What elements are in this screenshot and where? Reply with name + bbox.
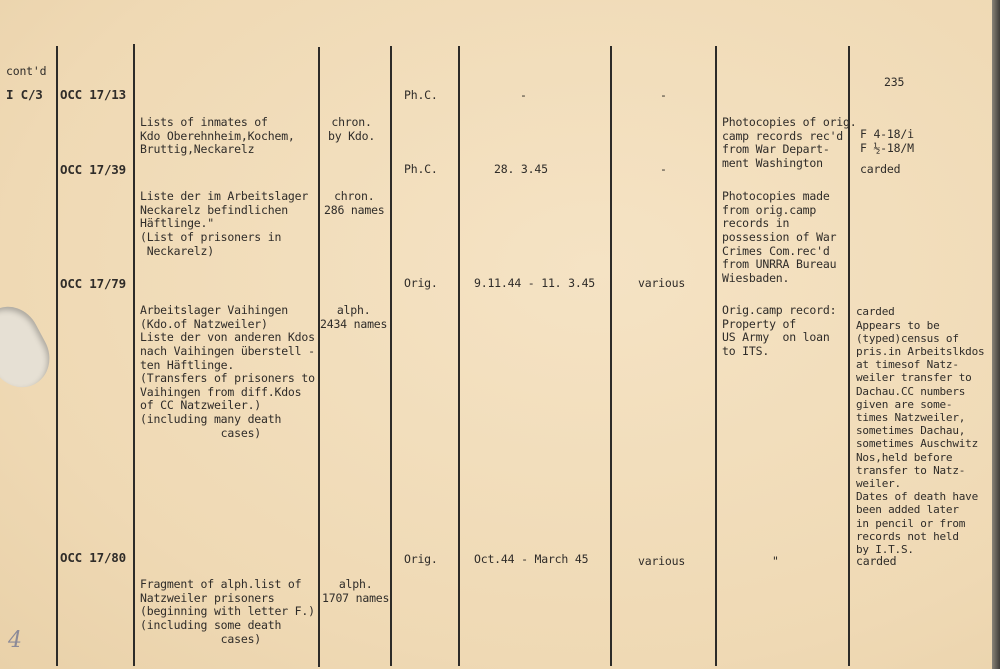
row-remarks: carded — [860, 162, 901, 176]
row-form: Ph.C. — [404, 88, 438, 102]
row-description: Arbeitslager Vaihingen (Kdo.of Natzweiler) Liste der von anderen Kdos nach Vaihingen überstell - ten Häftlinge. (Transfers of prisoners to Vaihingen from diff.Kdos of CC Natzweiler.) (including many death cases) — [140, 303, 315, 440]
column-rule — [133, 44, 135, 666]
page-number: 235 — [884, 75, 905, 89]
row-period: Oct.44 - March 45 — [474, 552, 589, 566]
row-arrangement: alph. 1707 names — [322, 577, 390, 605]
row-arrangement: chron. by Kdo. — [328, 115, 376, 143]
row-ref: OCC 17/39 — [60, 162, 126, 177]
punch-hole — [0, 296, 60, 397]
column-rule — [458, 46, 460, 666]
row-count: - — [660, 162, 667, 176]
contd-label: cont'd — [6, 64, 47, 78]
row-ref: OCC 17/80 — [60, 550, 126, 565]
row-form: Ph.C. — [404, 162, 438, 176]
row-provenance: " — [772, 554, 779, 568]
row-count: - — [660, 88, 667, 102]
row-remarks: carded — [856, 554, 897, 568]
row-count: various — [638, 554, 686, 568]
row-remarks: F 4-18/i F ½-18/M — [860, 127, 914, 155]
row-provenance: Photocopies of orig. camp records rec'd from War Depart- ment Washington — [722, 115, 857, 170]
row-description: Liste der im Arbeitslager Neckarelz befindlichen Häftlinge." (List of prisoners in Neckarelz) — [140, 189, 309, 258]
section-label: I C/3 — [6, 87, 43, 102]
column-rule — [390, 46, 392, 666]
row-period: 9.11.44 - 11. 3.45 — [474, 276, 596, 290]
row-ref: OCC 17/79 — [60, 276, 126, 291]
row-count: various — [638, 276, 686, 290]
row-ref: OCC 17/13 — [60, 87, 126, 102]
row-period: 28. 3.45 — [494, 162, 548, 176]
row-provenance: Photocopies made from orig.camp records in possession of War Crimes Com.rec'd from UNRRA Bureau Wiesbaden. — [722, 189, 837, 285]
row-arrangement: alph. 2434 names — [320, 303, 388, 331]
row-form: Orig. — [404, 552, 438, 566]
column-rule — [715, 46, 717, 666]
row-remarks: carded Appears to be (typed)census of pris.in Arbeitslkdos at timesof Natz- weiler transfer to Dachau.CC numbers given are some- times Natzweiler, sometimes Dachau, sometimes Auschwitz Nos,held before transfer to Natz- weiler. Dates of death have been added later in pencil or from records not held by I.T.S. — [856, 305, 985, 557]
column-rule — [610, 46, 612, 666]
row-period: - — [520, 88, 527, 102]
row-form: Orig. — [404, 276, 438, 290]
row-provenance: Orig.camp record: Property of US Army on loan to ITS. — [722, 303, 837, 358]
column-rule — [56, 46, 58, 666]
card-edge-shadow — [992, 0, 1000, 669]
row-description: Fragment of alph.list of Natzweiler prisoners (beginning with letter F.) (including some death cases) — [140, 577, 315, 646]
row-description: Lists of inmates of Kdo Oberehnheim,Kochem, Bruttig,Neckarelz — [140, 115, 295, 157]
row-arrangement: chron. 286 names — [324, 189, 385, 217]
pencil-mark: 4 — [8, 628, 22, 653]
